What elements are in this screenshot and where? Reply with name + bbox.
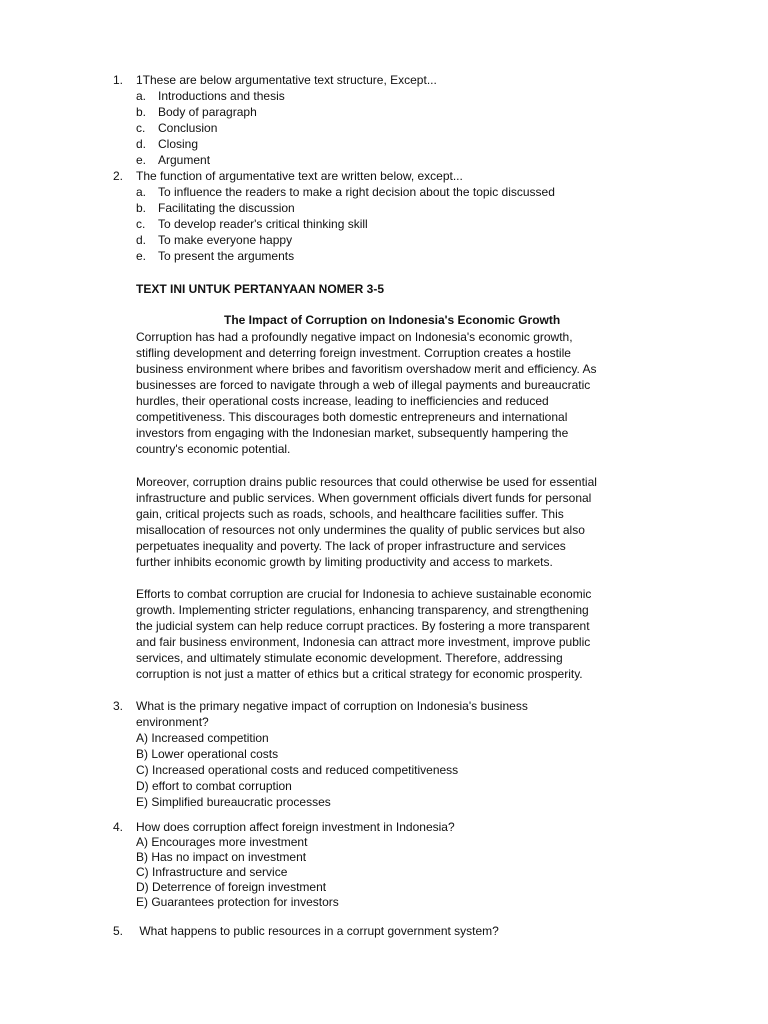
option-text: Closing xyxy=(158,137,199,151)
option-text: A) Encourages more investment xyxy=(136,835,308,849)
paragraph-line: businesses are forced to navigate through a web of illegal payments and bureaucratic xyxy=(136,378,591,392)
paragraph-line: hurdles, their operational costs increase, leading to inefficiencies and reduced xyxy=(136,394,549,408)
question-text: How does corruption affect foreign investment in Indonesia? xyxy=(136,820,455,834)
option-letter: a. xyxy=(136,185,147,199)
option-text: Conclusion xyxy=(158,121,218,135)
option-text: D) Deterrence of foreign investment xyxy=(136,880,327,894)
option-text: Argument xyxy=(158,153,211,167)
option-text: D) effort to combat corruption xyxy=(136,779,292,793)
option-text: B) Lower operational costs xyxy=(136,747,279,761)
paragraph-line: gain, critical projects such as roads, schools, and healthcare facilities suffer. This xyxy=(136,507,564,521)
paragraph-line: country's economic potential. xyxy=(136,442,291,456)
paragraph-line: Moreover, corruption drains public resources that could otherwise be used for essential xyxy=(136,475,597,489)
passage-paragraph-1 xyxy=(136,329,676,457)
paragraph-line: perpetuates inequality and poverty. The lack of proper infrastructure and services xyxy=(136,539,566,553)
paragraph-line: misallocation of resources not only undermines the quality of public services but also xyxy=(136,523,585,537)
option-text: E) Guarantees protection for investors xyxy=(136,895,339,909)
question-number: 2. xyxy=(113,169,124,183)
option-text: B) Has no impact on investment xyxy=(136,850,307,864)
option-text: To influence the readers to make a right decision about the topic discussed xyxy=(158,185,555,199)
option-letter: d. xyxy=(136,137,147,151)
option-text: Introductions and thesis xyxy=(158,89,285,103)
passage-title: The Impact of Corruption on Indonesia's Economic Growth xyxy=(224,313,561,327)
option-text: To make everyone happy xyxy=(158,233,293,247)
paragraph-line: investors from engaging with the Indonesian market, subsequently hampering the xyxy=(136,426,569,440)
paragraph-line: and fair business environment, Indonesia can attract more investment, improve public xyxy=(136,635,591,649)
paragraph-line: infrastructure and public services. When government officials divert funds for personal xyxy=(136,491,592,505)
question-number: 4. xyxy=(113,820,124,834)
option-letter: d. xyxy=(136,233,147,247)
paragraph-line: services, and ultimately stimulate economic development. Therefore, addressing xyxy=(136,651,563,665)
question-number: 3. xyxy=(113,699,124,713)
option-letter: e. xyxy=(136,153,147,167)
option-text: To develop reader's critical thinking skill xyxy=(158,217,368,231)
question-text: What happens to public resources in a corrupt government system? xyxy=(136,924,499,938)
option-text: Facilitating the discussion xyxy=(158,201,295,215)
question-number: 1. xyxy=(113,73,124,87)
option-text: C) Increased operational costs and reduced competitiveness xyxy=(136,763,459,777)
option-letter: a. xyxy=(136,89,147,103)
question-text: The function of argumentative text are written below, except... xyxy=(136,169,463,183)
paragraph-line: corruption is not just a matter of ethics but a critical strategy for economic prosperity. xyxy=(136,667,583,681)
section-heading: TEXT INI UNTUK PERTANYAAN NOMER 3-5 xyxy=(136,282,385,296)
passage-paragraph-3 xyxy=(136,586,676,682)
passage-paragraph-2 xyxy=(136,474,676,570)
question-text: What is the primary negative impact of corruption on Indonesia's business xyxy=(136,699,528,713)
paragraph-line: the judicial system can help reduce corrupt practices. By fostering a more transparent xyxy=(136,619,590,633)
option-letter: b. xyxy=(136,201,147,215)
option-text: To present the arguments xyxy=(158,249,295,263)
option-text: E) Simplified bureaucratic processes xyxy=(136,795,331,809)
paragraph-line: business environment where bribes and favoritism overshadow merit and efficiency. As xyxy=(136,362,597,376)
option-letter: e. xyxy=(136,249,147,263)
question-number: 5. xyxy=(113,924,124,938)
option-letter: c. xyxy=(136,121,146,135)
paragraph-line: competitiveness. This discourages both domestic entrepreneurs and international xyxy=(136,410,568,424)
question-text: 1These are below argumentative text structure, Except... xyxy=(136,73,437,87)
paragraph-line: further inhibits economic growth by limiting productivity and access to markets. xyxy=(136,555,553,569)
paragraph-line: Corruption has had a profoundly negative impact on Indonesia's economic growth, xyxy=(136,330,573,344)
option-text: Body of paragraph xyxy=(158,105,257,119)
paragraph-line: Efforts to combat corruption are crucial for Indonesia to achieve sustainable economic xyxy=(136,587,592,601)
paragraph-line: stifling development and deterring foreign investment. Corruption creates a hostile xyxy=(136,346,571,360)
option-text: C) Infrastructure and service xyxy=(136,865,288,879)
paragraph-line: growth. Implementing stricter regulations, enhancing transparency, and strengthening xyxy=(136,603,589,617)
option-text: A) Increased competition xyxy=(136,731,269,745)
option-letter: c. xyxy=(136,217,146,231)
question-text: environment? xyxy=(136,715,209,729)
option-letter: b. xyxy=(136,105,147,119)
